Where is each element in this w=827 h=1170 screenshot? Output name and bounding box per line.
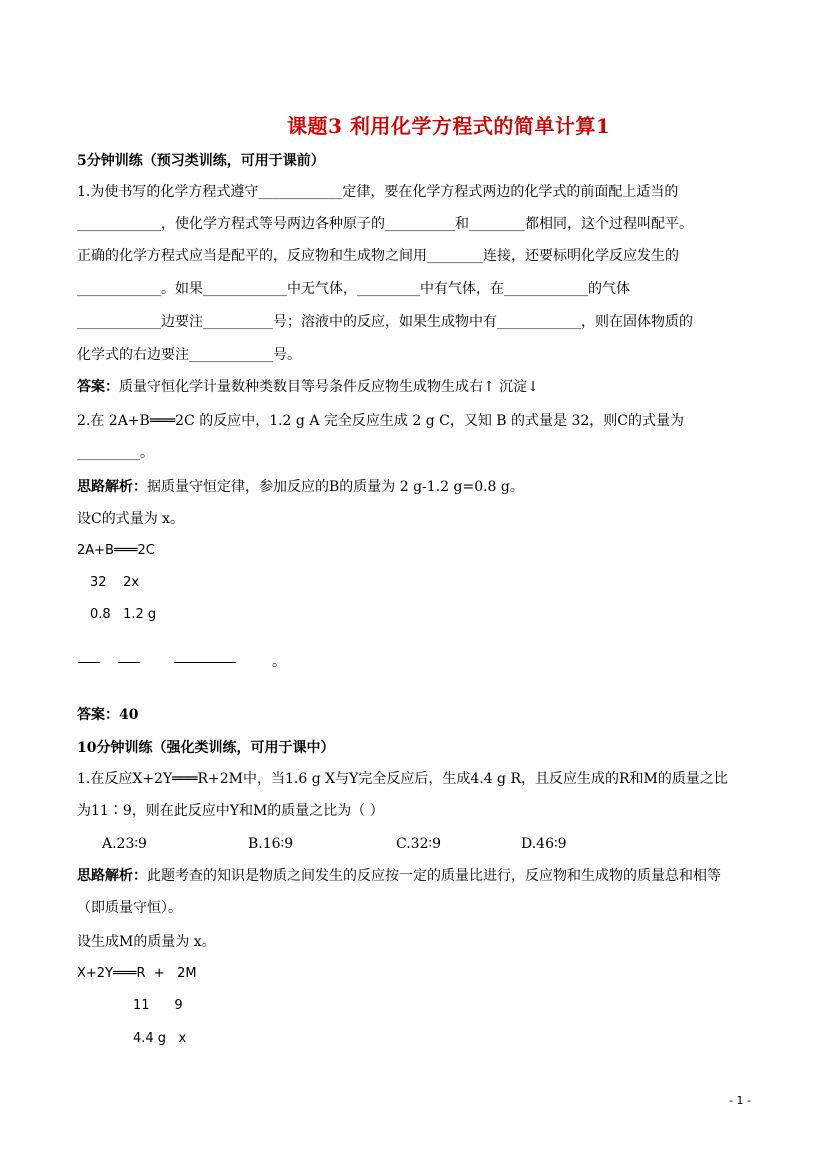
answer-label: 答案： [77, 707, 119, 723]
equation-2-row-2: 0.8 1.2 g [90, 607, 157, 622]
answer-text: 质量守恒化学计量数种类数目等号条件反应物生成物生成右↑ 沉淀↓ [119, 379, 539, 395]
fraction-line-2 [118, 662, 140, 663]
q3-line-2: 为11∶9，则在此反应中Y和M的质量之比为（ ） [77, 803, 384, 819]
equation-2-row-1: 32 2x [90, 575, 140, 590]
q2-line-2: _________。 [77, 445, 154, 461]
q2-line-1: 2.在 2A+B═══2C 的反应中，1.2 g A 完全反应生成 2 g C，又知 B 的式量是 32，则C的式量为 [77, 413, 684, 429]
analysis-3 [77, 866, 721, 886]
q1-line-5: ____________边要注__________号；溶液中的反应，如果生成物中有____________，则在固体物质的 [77, 314, 693, 330]
q1-line-1: 1.为使书写的化学方程式遵守____________定律，要在化学方程式两边的化学式的前面配上适当的 [77, 184, 679, 200]
equation-3-row-1: 11 9 [133, 998, 183, 1013]
q1-line-6: 化学式的右边要注____________号。 [77, 347, 301, 363]
equation-3: X+2Y═══R + 2M [77, 966, 197, 981]
option-a: A.23∶9 [102, 836, 147, 852]
q1-line-4: ____________。如果____________中无气体，_________中有气体，在____________的气体 [77, 281, 630, 297]
analysis-text: 据质量守恒定律，参加反应的B的质量为 2 g-1.2 g=0.8 g。 [147, 479, 524, 495]
equation-3-row-2: 4.4 g x [133, 1031, 187, 1046]
answer-text: 40 [119, 707, 139, 723]
page-number: - 1 - [729, 1094, 751, 1107]
equation-2: 2A+B═══2C [77, 543, 155, 558]
page-title: 课题3 利用化学方程式的简单计算1 [287, 114, 611, 138]
analysis-3-line-2: （即质量守恒）。 [77, 900, 182, 916]
q1-line-3: 正确的化学方程式应当是配平的，反应物和生成物之间用________连接，还要标明化学反应发生的 [77, 248, 679, 264]
analysis-label: 思路解析： [77, 868, 147, 884]
answer-2 [77, 705, 138, 725]
option-c: C.32∶9 [396, 836, 442, 852]
fraction-line-3 [174, 662, 236, 663]
answer-1 [77, 377, 539, 397]
answer-label: 答案： [77, 379, 119, 395]
section-heading-10min: 10分钟训练（强化类训练，可用于课中） [77, 740, 335, 756]
option-d: D.46∶9 [521, 836, 567, 852]
equation-2-end: 。 [272, 654, 286, 670]
section-heading-5min: 5分钟训练（预习类训练，可用于课前） [77, 153, 325, 169]
q3-line-1: 1.在反应X+2Y═══R+2M中，当1.6 g X与Y完全反应后，生成4.4 g R，且反应生成的R和M的质量之比 [77, 771, 728, 787]
fraction-line-1 [78, 662, 100, 663]
analysis-3-set: 设生成M的质量为 x。 [77, 934, 216, 950]
analysis-text: 此题考查的知识是物质之间发生的反应按一定的质量比进行，反应物和生成物的质量总和相等 [147, 868, 721, 884]
analysis-2 [77, 477, 524, 497]
analysis-2-set: 设C的式量为 x。 [77, 511, 185, 527]
analysis-label: 思路解析： [77, 479, 147, 495]
q1-line-2: ____________，使化学方程式等号两边各种原子的__________和________都相同，这个过程叫配平。 [77, 216, 693, 232]
option-b: B.16∶9 [248, 836, 294, 852]
